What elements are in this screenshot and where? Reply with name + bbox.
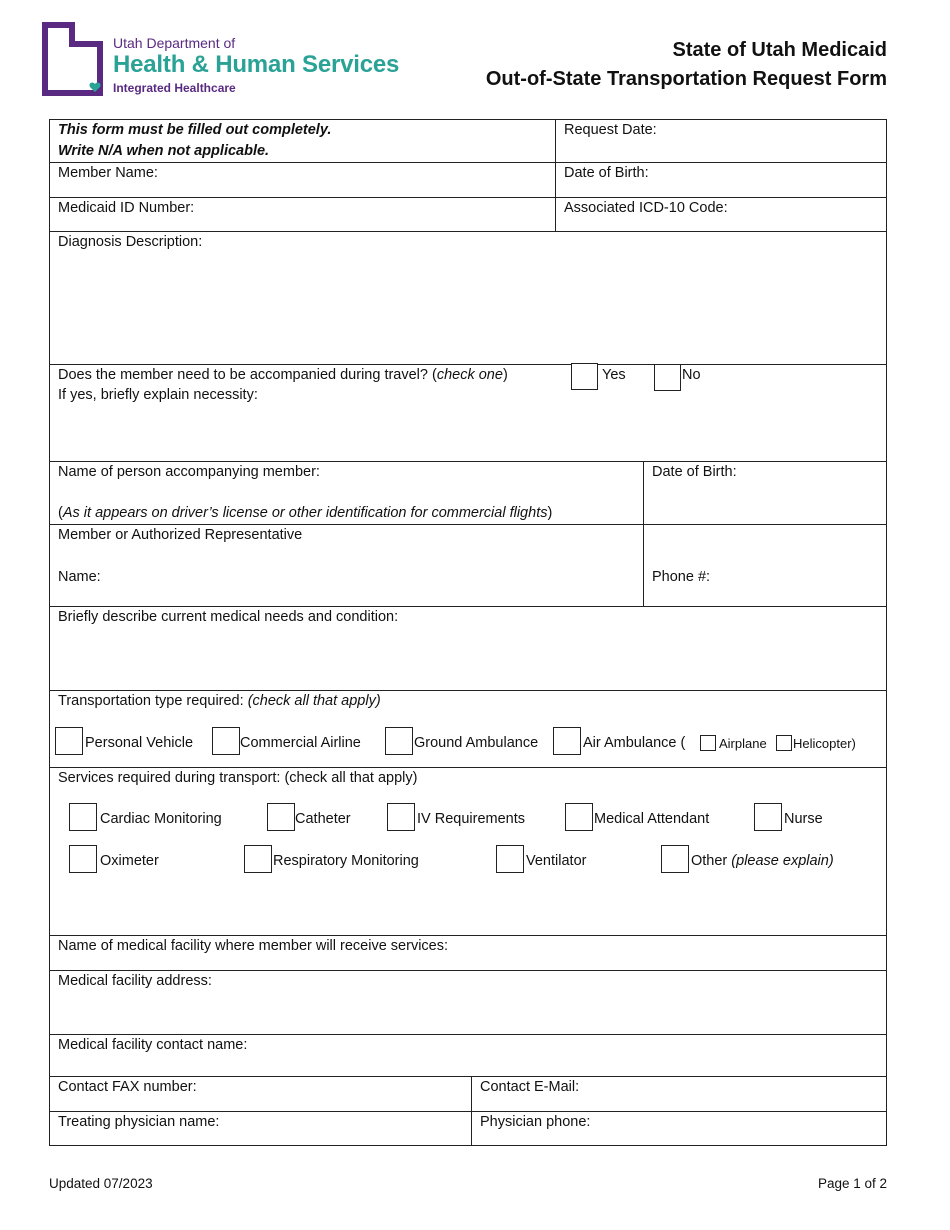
air-ambulance-checkbox[interactable] <box>553 727 581 755</box>
helicopter-checkbox[interactable] <box>776 735 792 751</box>
footer-page-number: Page 1 of 2 <box>817 1176 887 1191</box>
facility-name-field[interactable]: Name of medical facility where member will receive services: <box>58 938 449 954</box>
accompany-explain-field[interactable]: If yes, briefly explain necessity: <box>58 387 258 403</box>
agency-logo <box>42 22 412 98</box>
medicaid-id-field[interactable]: Medicaid ID Number: <box>58 200 195 216</box>
contact-fax-field[interactable]: Contact FAX number: <box>58 1079 197 1095</box>
medical-needs-field[interactable]: Briefly describe current medical needs and condition: <box>58 609 399 625</box>
form-instruction-1: This form must be filled out completely. <box>58 122 332 138</box>
nurse-label: Nurse <box>784 811 823 827</box>
logo-division-text: Integrated Healthcare <box>113 81 236 95</box>
accompany-yes-label: Yes <box>602 367 626 383</box>
request-date-field[interactable]: Request Date: <box>564 122 657 138</box>
cardiac-monitoring-checkbox[interactable] <box>69 803 97 831</box>
accompany-no-label: No <box>682 367 701 383</box>
companion-name-note: (As it appears on driver’s license or other identification for commercial flights) <box>58 505 553 521</box>
title-line-1: State of Utah Medicaid <box>672 39 887 61</box>
physician-phone-field[interactable]: Physician phone: <box>480 1114 591 1130</box>
companion-dob-field[interactable]: Date of Birth: <box>652 464 737 480</box>
diagnosis-field[interactable]: Diagnosis Description: <box>58 234 203 250</box>
title-line-2: Out-of-State Transportation Request Form <box>485 68 887 90</box>
facility-contact-field[interactable]: Medical facility contact name: <box>58 1037 248 1053</box>
accompany-question: Does the member need to be accompanied during travel? (check one) <box>58 367 508 383</box>
commercial-airline-label: Commercial Airline <box>240 735 361 751</box>
respiratory-monitoring-label: Respiratory Monitoring <box>273 853 419 869</box>
facility-address-field[interactable]: Medical facility address: <box>58 973 212 989</box>
iv-requirements-checkbox[interactable] <box>387 803 415 831</box>
other-service-checkbox[interactable] <box>661 845 689 873</box>
other-service-label: Other (please explain) <box>691 853 834 869</box>
catheter-label: Catheter <box>295 811 351 827</box>
airplane-label: Airplane <box>719 736 767 751</box>
physician-name-field[interactable]: Treating physician name: <box>58 1114 220 1130</box>
oximeter-label: Oximeter <box>100 853 159 869</box>
contact-email-field[interactable]: Contact E-Mail: <box>480 1079 580 1095</box>
personal-vehicle-label: Personal Vehicle <box>85 735 194 751</box>
representative-name-field[interactable]: Name: <box>58 569 101 585</box>
icd10-field[interactable]: Associated ICD-10 Code: <box>564 200 728 216</box>
member-dob-field[interactable]: Date of Birth: <box>564 165 649 181</box>
logo-department-text: Utah Department of <box>113 35 236 51</box>
oximeter-checkbox[interactable] <box>69 845 97 873</box>
ventilator-checkbox[interactable] <box>496 845 524 873</box>
iv-requirements-label: IV Requirements <box>417 811 525 827</box>
personal-vehicle-checkbox[interactable] <box>55 727 83 755</box>
request-form <box>49 119 887 1146</box>
form-instruction-2: Write N/A when not applicable. <box>58 143 270 159</box>
services-label: Services required during transport: (check all that apply) <box>58 770 418 786</box>
medical-attendant-checkbox[interactable] <box>565 803 593 831</box>
ventilator-label: Ventilator <box>526 853 587 869</box>
accompany-yes-checkbox[interactable] <box>571 363 598 390</box>
air-ambulance-label: Air Ambulance ( <box>583 735 686 751</box>
catheter-checkbox[interactable] <box>267 803 295 831</box>
representative-label: Member or Authorized Representative <box>58 527 303 543</box>
logo-agency-name: Health & Human Services <box>113 51 400 78</box>
representative-phone-field[interactable]: Phone #: <box>652 569 711 585</box>
footer-updated: Updated 07/2023 <box>49 1176 153 1191</box>
transport-type-label: Transportation type required: (check all that apply) <box>58 693 381 709</box>
commercial-airline-checkbox[interactable] <box>212 727 240 755</box>
nurse-checkbox[interactable] <box>754 803 782 831</box>
respiratory-monitoring-checkbox[interactable] <box>244 845 272 873</box>
accompany-no-checkbox[interactable] <box>654 364 681 391</box>
ground-ambulance-checkbox[interactable] <box>385 727 413 755</box>
airplane-checkbox[interactable] <box>700 735 716 751</box>
ground-ambulance-label: Ground Ambulance <box>414 735 539 751</box>
member-name-field[interactable]: Member Name: <box>58 165 158 181</box>
companion-name-field[interactable]: Name of person accompanying member: <box>58 464 320 480</box>
medical-attendant-label: Medical Attendant <box>594 811 710 827</box>
utah-state-icon <box>42 22 104 98</box>
helicopter-label: Helicopter) <box>793 736 856 751</box>
page-title <box>486 36 887 94</box>
cardiac-monitoring-label: Cardiac Monitoring <box>100 811 222 827</box>
